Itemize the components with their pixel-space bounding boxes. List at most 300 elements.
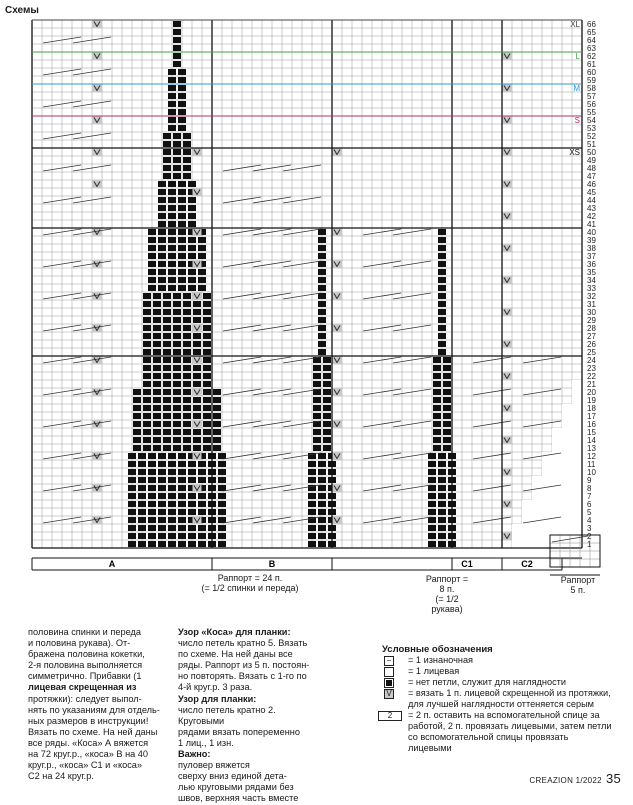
no-stitch-cell: [178, 461, 186, 467]
no-stitch-cell: [143, 309, 151, 315]
no-stitch-cell: [133, 397, 141, 403]
no-stitch-cell: [173, 53, 181, 59]
no-stitch-cell: [173, 317, 181, 323]
rapport-c2-line3: (= 1/2: [435, 594, 459, 604]
no-stitch-cell: [188, 237, 196, 243]
no-stitch-cell: [188, 533, 196, 539]
section-label: C1: [461, 559, 473, 569]
no-stitch-cell: [148, 229, 156, 235]
no-stitch-cell: [183, 341, 191, 347]
no-stitch-cell: [158, 245, 166, 251]
no-stitch-cell: [183, 157, 191, 163]
rapport-c2: [420, 574, 474, 614]
col2-line: по схеме. На ней даны все: [178, 649, 293, 660]
no-stitch-cell: [443, 357, 451, 363]
no-stitch-cell: [313, 365, 321, 371]
no-stitch-cell: [153, 421, 161, 427]
row-number: 51: [587, 140, 596, 149]
no-stitch-cell: [318, 317, 326, 323]
no-stitch-cell: [198, 525, 206, 531]
no-stitch-cell: [163, 325, 171, 331]
no-stitch-cell: [318, 245, 326, 251]
no-stitch-cell: [318, 493, 326, 499]
no-stitch-cell: [318, 301, 326, 307]
row-number: 32: [587, 292, 596, 301]
no-stitch-cell: [438, 317, 446, 323]
no-stitch-cell: [218, 461, 226, 467]
no-stitch-cell: [198, 285, 206, 291]
no-stitch-cell: [163, 165, 171, 171]
purl-symbol-icon: −: [384, 656, 394, 666]
no-stitch-cell: [313, 437, 321, 443]
col2-line: рядами вязать попеременно: [178, 726, 300, 737]
no-stitch-cell: [188, 469, 196, 475]
col2-line: сверху вниз единой дета-: [178, 771, 287, 782]
no-stitch-cell: [143, 373, 151, 379]
no-stitch-cell: [178, 93, 186, 99]
no-stitch-cell: [148, 509, 156, 515]
row-number: 45: [587, 188, 596, 197]
no-stitch-cell: [158, 229, 166, 235]
no-stitch-cell: [148, 237, 156, 243]
no-stitch-cell: [173, 413, 181, 419]
no-stitch-cell: [163, 309, 171, 315]
row-number: 19: [587, 396, 596, 405]
no-stitch-cell: [183, 293, 191, 299]
no-stitch-cell: [168, 197, 176, 203]
col1-line: все ряды. «Коса» А вяжется: [28, 737, 149, 748]
no-stitch-cell: [158, 509, 166, 515]
no-stitch-cell: [433, 397, 441, 403]
no-stitch-cell: [183, 301, 191, 307]
no-stitch-cell: [203, 317, 211, 323]
no-stitch-cell: [193, 309, 201, 315]
no-stitch-cell: [428, 461, 436, 467]
row-number: 9: [587, 476, 592, 485]
no-stitch-cell: [138, 541, 146, 547]
col1-line: протяжки): следует выпол-: [28, 693, 142, 704]
row-number: 11: [587, 460, 596, 469]
no-stitch-cell: [193, 381, 201, 387]
no-stitch-cell: [158, 477, 166, 483]
no-stitch-cell: [153, 381, 161, 387]
row-number: 40: [587, 228, 596, 237]
no-stitch-cell: [198, 469, 206, 475]
no-stitch-cell: [218, 453, 226, 459]
page-number: 35: [605, 771, 621, 786]
no-stitch-cell: [188, 277, 196, 283]
no-stitch-cell: [173, 21, 181, 27]
no-stitch-cell: [173, 165, 181, 171]
rapport-main-label: Раппорт = 24 п.: [217, 573, 283, 583]
no-stitch-cell: [178, 197, 186, 203]
row-number: 64: [587, 36, 596, 45]
row-number: 46: [587, 180, 596, 189]
no-stitch-cell: [173, 437, 181, 443]
row-number: 23: [587, 364, 596, 373]
col1-line: Вязать по схеме. На ней даны: [28, 726, 158, 737]
no-stitch-cell: [173, 445, 181, 451]
no-stitch-cell: [148, 469, 156, 475]
row-number: 18: [587, 404, 596, 413]
no-stitch-cell: [308, 469, 316, 475]
no-stitch-cell: [143, 317, 151, 323]
no-stitch-cell: [188, 541, 196, 547]
rapport-c2-line4: рукава): [431, 604, 463, 614]
no-stitch-cell: [438, 485, 446, 491]
row-number: 22: [587, 372, 596, 381]
no-stitch-cell: [438, 237, 446, 243]
no-stitch-cell: [128, 453, 136, 459]
no-stitch-cell: [438, 253, 446, 259]
no-stitch-cell: [148, 501, 156, 507]
no-stitch-cell: [168, 205, 176, 211]
no-stitch-cell: [148, 245, 156, 251]
no-stitch-cell: [438, 469, 446, 475]
no-stitch-cell: [183, 357, 191, 363]
no-stitch-cell: [323, 445, 331, 451]
no-stitch-cell: [168, 461, 176, 467]
no-stitch-cell: [168, 109, 176, 115]
no-stitch-cell: [143, 405, 151, 411]
footer: [529, 771, 621, 786]
no-stitch-cell: [213, 421, 221, 427]
row-number: 15: [587, 428, 596, 437]
row-number: 36: [587, 260, 596, 269]
no-stitch-cell: [178, 85, 186, 91]
no-stitch-cell: [178, 525, 186, 531]
no-stitch-cell: [168, 485, 176, 491]
no-stitch-cell: [153, 389, 161, 395]
no-stitch-cell: [218, 485, 226, 491]
no-stitch-cell: [438, 453, 446, 459]
no-stitch-cell: [158, 525, 166, 531]
row-number: 59: [587, 76, 596, 85]
no-stitch-cell: [143, 349, 151, 355]
no-stitch-cell: [218, 541, 226, 547]
no-stitch-cell: [168, 517, 176, 523]
legend-item-text: = 1 лицевая: [408, 666, 460, 676]
row-number: 44: [587, 196, 596, 205]
no-stitch-cell: [183, 149, 191, 155]
no-stitch-cell: [128, 517, 136, 523]
row-number: 28: [587, 324, 596, 333]
no-stitch-cell: [163, 141, 171, 147]
no-stitch-cell: [198, 501, 206, 507]
no-stitch-cell: [318, 229, 326, 235]
no-stitch-cell: [308, 533, 316, 539]
no-stitch-cell: [318, 453, 326, 459]
no-stitch-cell: [323, 413, 331, 419]
row-number: 56: [587, 100, 596, 109]
no-stitch-cell: [168, 509, 176, 515]
no-stitch-cell: [143, 437, 151, 443]
no-stitch-cell: [163, 349, 171, 355]
no-stitch-cell: [218, 533, 226, 539]
no-stitch-cell: [188, 245, 196, 251]
no-stitch-cell: [318, 461, 326, 467]
no-stitch-cell: [143, 293, 151, 299]
no-stitch-cell: [203, 437, 211, 443]
no-stitch-cell: [438, 517, 446, 523]
no-stitch-cell: [168, 181, 176, 187]
no-stitch-cell: [158, 189, 166, 195]
no-stitch-cell: [138, 469, 146, 475]
no-stitch-cell: [178, 77, 186, 83]
no-stitch-cell: [148, 493, 156, 499]
no-stitch-cell: [153, 309, 161, 315]
col2-heading-planka: Узор для планки:: [178, 693, 257, 704]
no-stitch-cell: [433, 413, 441, 419]
legend-item-text: = нет петли, служит для наглядности: [408, 677, 567, 687]
row-number: 5: [587, 508, 592, 517]
no-stitch-cell: [438, 245, 446, 251]
no-stitch-cell: [203, 413, 211, 419]
no-stitch-cell: [193, 349, 201, 355]
row-number: 30: [587, 308, 596, 317]
row-number: 6: [587, 500, 592, 509]
no-stitch-cell: [178, 101, 186, 107]
no-stitch-cell: [163, 397, 171, 403]
row-number: 57: [587, 92, 596, 101]
col2-line: число петель кратно 5. Вязать: [178, 638, 308, 649]
no-stitch-cell: [203, 429, 211, 435]
no-stitch-cell: [203, 325, 211, 331]
no-stitch-cell: [178, 269, 186, 275]
no-stitch-cell: [318, 501, 326, 507]
no-stitch-cell: [178, 285, 186, 291]
no-stitch-cell: [193, 437, 201, 443]
no-stitch-cell: [148, 253, 156, 259]
legend: [382, 644, 614, 754]
row-number: 29: [587, 316, 596, 325]
no-stitch-cell: [173, 133, 181, 139]
no-stitch-cell: [438, 509, 446, 515]
no-stitch-cell: [138, 501, 146, 507]
no-stitch-cell: [438, 325, 446, 331]
no-stitch-cell: [178, 541, 186, 547]
no-stitch-cell: [133, 445, 141, 451]
no-stitch-cell: [193, 365, 201, 371]
no-stitch-cell: [183, 349, 191, 355]
no-stitch-cell: [158, 221, 166, 227]
no-stitch-cell: [443, 421, 451, 427]
no-stitch-cell: [163, 357, 171, 363]
col2-line: швов, верхняя часть вместе: [178, 793, 299, 804]
no-stitch-cell: [318, 261, 326, 267]
no-stitch-cell: [153, 405, 161, 411]
no-stitch-cell: [173, 389, 181, 395]
col2-line: 1 лиц., 1 изн.: [178, 737, 234, 748]
no-stitch-cell: [218, 469, 226, 475]
no-stitch-cell: [133, 405, 141, 411]
no-stitch-cell: [198, 493, 206, 499]
no-stitch-cell: [173, 37, 181, 43]
no-stitch-cell: [158, 197, 166, 203]
no-stitch-cell: [213, 405, 221, 411]
no-stitch-cell: [323, 357, 331, 363]
no-stitch-cell: [313, 413, 321, 419]
rapport-small-line2: 5 п.: [570, 585, 586, 595]
no-stitch-cell: [203, 381, 211, 387]
no-stitch-cell: [173, 301, 181, 307]
row-number: 26: [587, 340, 596, 349]
no-stitch-cell: [153, 413, 161, 419]
no-stitch-cell: [318, 525, 326, 531]
no-stitch-cell: [183, 389, 191, 395]
no-stitch-cell: [193, 333, 201, 339]
no-stitch-cell: [178, 237, 186, 243]
no-stitch-cell: [158, 469, 166, 475]
no-stitch-cell: [183, 429, 191, 435]
rapport-main: [150, 573, 350, 593]
no-stitch-cell: [218, 493, 226, 499]
no-stitch-cell: [213, 397, 221, 403]
no-stitch-cell: [153, 325, 161, 331]
no-stitch-cell: [318, 333, 326, 339]
no-stitch-cell: [183, 309, 191, 315]
row-number: 16: [587, 420, 596, 429]
no-stitch-cell: [428, 517, 436, 523]
no-stitch-cell: [173, 157, 181, 163]
no-stitch-cell: [438, 493, 446, 499]
no-stitch-cell: [138, 517, 146, 523]
no-stitch-cell: [138, 453, 146, 459]
no-stitch-cell: [188, 501, 196, 507]
no-stitch-cell: [143, 445, 151, 451]
no-stitch-cell: [218, 509, 226, 515]
no-stitch-cell: [218, 477, 226, 483]
no-stitch-cell: [158, 501, 166, 507]
no-stitch-cell: [188, 197, 196, 203]
row-number: 43: [587, 204, 596, 213]
no-stitch-cell: [143, 357, 151, 363]
row-number: 31: [587, 300, 596, 309]
no-stitch-cell: [148, 485, 156, 491]
no-stitch-cell: [163, 133, 171, 139]
no-stitch-cell: [323, 421, 331, 427]
no-stitch-cell: [203, 301, 211, 307]
row-number: 58: [587, 84, 596, 93]
no-stitch-cell: [198, 269, 206, 275]
no-stitch-cell: [143, 421, 151, 427]
no-stitch-cell: [178, 253, 186, 259]
no-stitch-cell: [198, 245, 206, 251]
no-stitch-cell: [148, 277, 156, 283]
col1-line: бражена половина кокетки,: [28, 649, 145, 660]
no-stitch-cell: [428, 469, 436, 475]
no-stitch-cell: [433, 381, 441, 387]
no-stitch-cell: [173, 141, 181, 147]
no-stitch-cell: [428, 493, 436, 499]
no-stitch-cell: [443, 373, 451, 379]
no-stitch-cell: [313, 445, 321, 451]
row-number: 42: [587, 212, 596, 221]
no-stitch-cell: [323, 373, 331, 379]
col1-line: на 72 круг.р., «коса» В на 40: [28, 749, 149, 760]
no-stitch-cell: [183, 141, 191, 147]
knit-symbol-icon: [384, 667, 394, 677]
no-stitch-cell: [163, 341, 171, 347]
row-number: 24: [587, 356, 596, 365]
no-stitch-cell: [148, 533, 156, 539]
cable-symbol-icon: 2: [378, 711, 402, 721]
no-stitch-cell: [318, 469, 326, 475]
row-number: 17: [587, 412, 596, 421]
col2-heading-important: Важно:: [178, 749, 211, 760]
no-stitch-cell: [178, 501, 186, 507]
no-stitch-cell: [168, 501, 176, 507]
no-stitch-cell: [308, 509, 316, 515]
row-number: 14: [587, 436, 596, 445]
no-stitch-cell: [433, 437, 441, 443]
no-stitch-cell: [443, 397, 451, 403]
no-stitch-cell: [173, 381, 181, 387]
legend-item-knit: [382, 666, 614, 677]
no-stitch-cell: [443, 389, 451, 395]
no-stitch-cell: [138, 525, 146, 531]
no-stitch-cell: [163, 365, 171, 371]
no-stitch-cell: [178, 517, 186, 523]
no-stitch-cell: [188, 205, 196, 211]
size-label: M: [573, 84, 580, 93]
col1-line: и половина рукава). От-: [28, 638, 131, 649]
no-stitch-cell: [173, 405, 181, 411]
no-stitch-cell: [433, 365, 441, 371]
row-number: 38: [587, 244, 596, 253]
row-number: 65: [587, 28, 596, 37]
no-stitch-cell: [133, 389, 141, 395]
no-stitch-cell: [143, 333, 151, 339]
no-stitch-cell: [203, 373, 211, 379]
legend-item-no-stitch: [382, 677, 614, 688]
no-stitch-cell: [203, 389, 211, 395]
no-stitch-cell: [178, 69, 186, 75]
no-stitch-cell: [178, 453, 186, 459]
no-stitch-cell: [168, 477, 176, 483]
no-stitch-cell: [318, 517, 326, 523]
no-stitch-cell: [318, 309, 326, 315]
no-stitch-cell: [188, 181, 196, 187]
no-stitch-cell: [158, 493, 166, 499]
no-stitch-cell: [158, 517, 166, 523]
no-stitch-cell: [318, 541, 326, 547]
no-stitch-cell: [188, 493, 196, 499]
no-stitch-cell: [443, 413, 451, 419]
no-stitch-cell: [153, 357, 161, 363]
no-stitch-cell: [168, 469, 176, 475]
no-stitch-cell: [308, 477, 316, 483]
row-number: 49: [587, 156, 596, 165]
row-number: 47: [587, 172, 596, 181]
size-label: L: [575, 52, 580, 61]
no-stitch-cell: [443, 429, 451, 435]
no-stitch-cell: [438, 349, 446, 355]
no-stitch-cell: [173, 365, 181, 371]
no-stitch-cell: [318, 269, 326, 275]
no-stitch-cell: [163, 333, 171, 339]
no-stitch-cell: [193, 429, 201, 435]
no-stitch-cell: [173, 45, 181, 51]
no-stitch-cell: [143, 413, 151, 419]
no-stitch-cell: [318, 341, 326, 347]
no-stitch-cell: [128, 509, 136, 515]
no-stitch-cell: [158, 277, 166, 283]
no-stitch-cell: [158, 181, 166, 187]
no-stitch-cell: [438, 477, 446, 483]
no-stitch-cell: [183, 381, 191, 387]
no-stitch-cell: [178, 261, 186, 267]
